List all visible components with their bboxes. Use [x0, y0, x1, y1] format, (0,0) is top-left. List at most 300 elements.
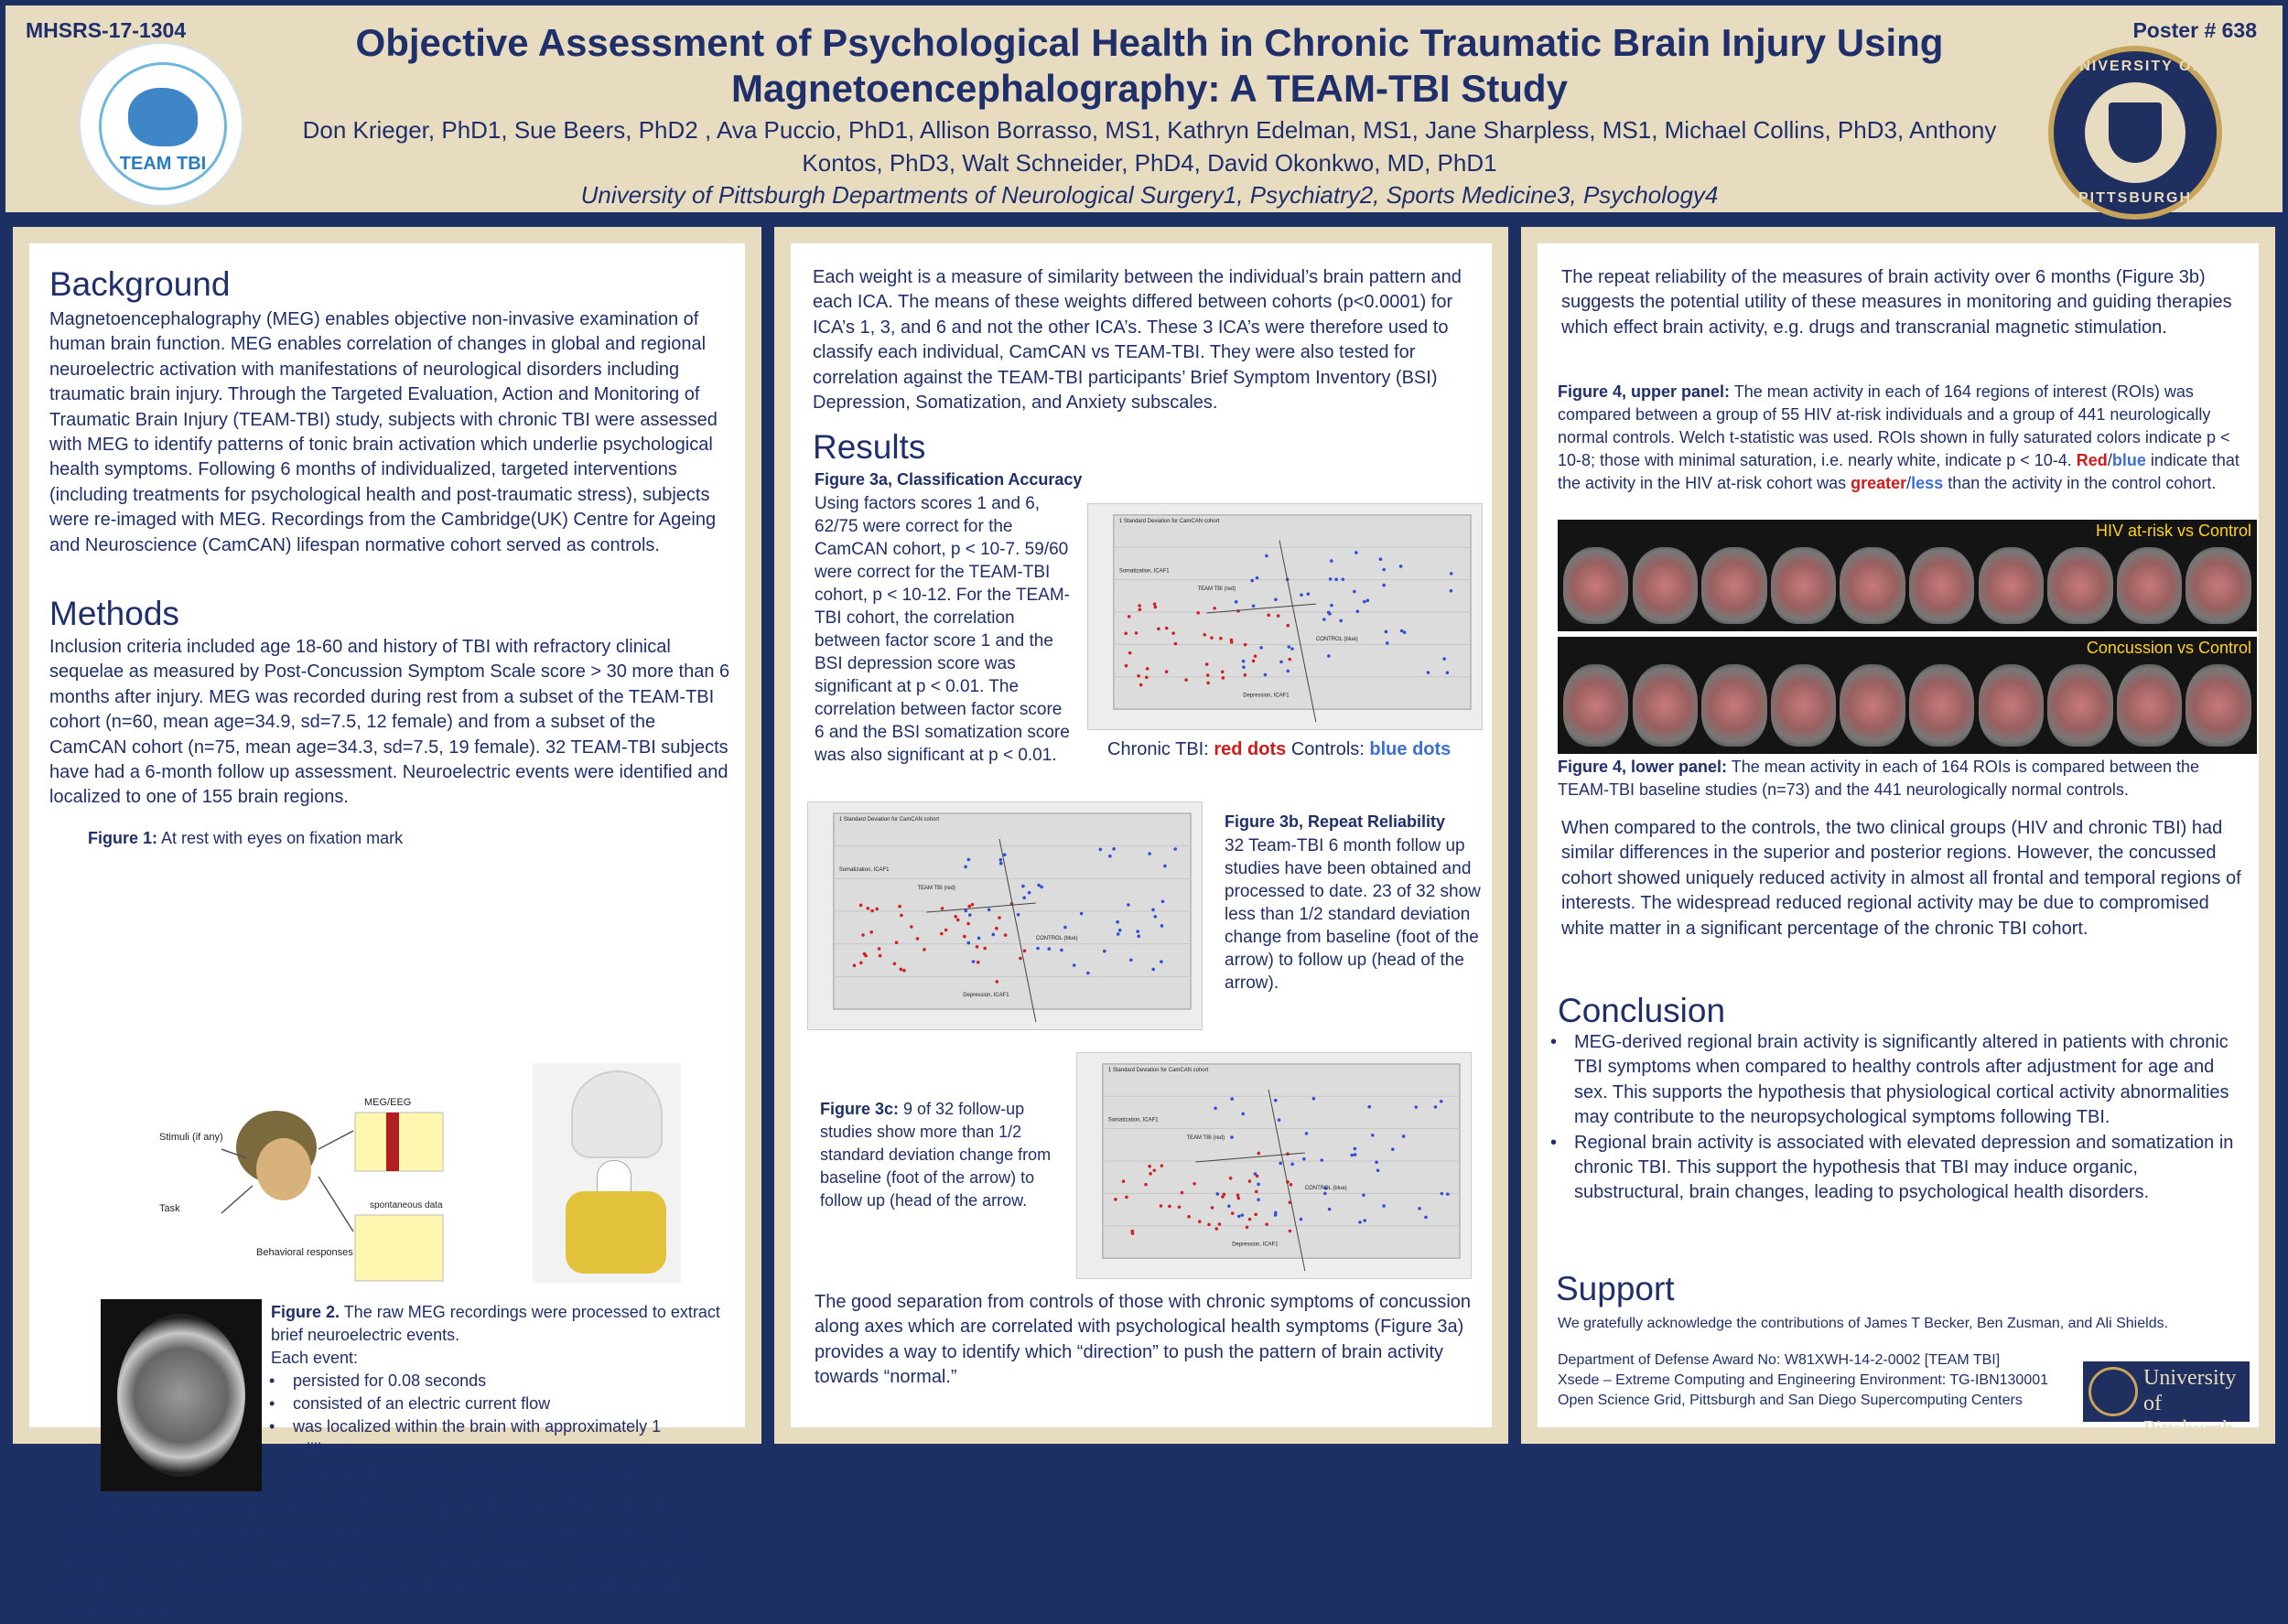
less-word: less [1911, 474, 1944, 492]
control-point [1362, 1193, 1365, 1197]
tbi-point [867, 907, 870, 910]
tbi-point [996, 980, 999, 984]
tbi-point [900, 968, 903, 972]
red-word: Red [2076, 451, 2108, 469]
control-point [1367, 1105, 1371, 1109]
figure-4-lower-text: The mean activity in each of 164 ROIs is compared between the TEAM-TBI baseline studies (n=73) and the 441 neurologically normal controls. [1558, 758, 2199, 799]
control-point [1323, 1192, 1327, 1196]
figure-2-caption-text: The raw MEG recordings were processed to extract brief neuroelectric events. [271, 1303, 720, 1344]
control-point [1047, 947, 1051, 951]
tbi-point [1255, 1190, 1258, 1194]
control-point [1137, 934, 1140, 938]
control-point [1334, 578, 1338, 582]
brain-slice [1563, 547, 1628, 624]
affiliation: University of Pittsburgh Departments of Neurological Surgery1, Psychiatry2, Sports Medicine3, Psychology4 [580, 181, 1719, 209]
abstract-id: MHSRS-17-1304 [26, 18, 187, 42]
control-point [1427, 671, 1430, 674]
title-line-2: Magnetoencephalography: A TEAM-TBI Study [731, 67, 1568, 110]
control-point [1017, 913, 1020, 917]
column-1 [13, 227, 761, 1621]
control-point [1363, 600, 1366, 604]
tbi-point [1248, 1218, 1252, 1221]
tbi-point [1221, 671, 1225, 674]
control-point [1290, 647, 1294, 651]
figure-3a-title: Figure 3a, Classification Accuracy [815, 470, 1083, 489]
figure-4-lower-label: Figure 4, lower panel: [1558, 758, 1728, 776]
authors-line-2: Kontos, PhD3, Walt Schneider, PhD4, David Okonkwo, MD, PhD1 [802, 149, 1497, 177]
tbi-point [1153, 602, 1157, 606]
repeat-reliability-text: The repeat reliability of the measures of brain activity over 6 months (Figure 3b) suggests the potential utility of these measures in monitoring and guiding therapies which effect brain activity, e.g. drugs and transcranial magnetic stimulation. [1561, 267, 2232, 338]
control-point [965, 909, 968, 913]
tbi-point [898, 905, 901, 909]
poster-header [5, 5, 2283, 212]
control-point [1153, 915, 1157, 919]
figure-3c-label: Figure 3c: [820, 1100, 900, 1118]
plot-annotation: Depression, ICAF1 [963, 992, 1009, 999]
slash-2: / [1906, 474, 1912, 492]
tbi-point [963, 935, 966, 939]
tbi-point [966, 922, 970, 926]
brain-slice [1701, 664, 1766, 747]
control-point [1371, 1134, 1375, 1137]
figure-3a-svg [1088, 504, 1482, 729]
control-point [1434, 1105, 1438, 1109]
control-point [1385, 630, 1388, 634]
tbi-point [1256, 1175, 1259, 1178]
figure-2-bullet: • was accepted using a statistical test with p < 10 -12 [265, 1484, 723, 1507]
tbi-point [983, 947, 987, 951]
column-1-panel [29, 243, 745, 1621]
plot-annotation: TEAM TBI (red) [1197, 586, 1236, 593]
hiv-panel-label: HIV at-risk vs Control [2095, 522, 2251, 540]
control-point [1021, 885, 1025, 888]
control-point [1354, 1147, 1357, 1151]
tbi-point [1178, 1205, 1182, 1209]
control-point [1163, 865, 1167, 868]
control-point [1003, 853, 1007, 856]
control-point [1241, 1113, 1245, 1116]
control-point [1353, 590, 1356, 594]
tbi-point [1236, 1197, 1240, 1200]
column-2 [774, 227, 1508, 1444]
award-2: Xsede – Extreme Computing and Engineering Environment: TG-IBN130001 [1558, 1372, 2049, 1388]
control-point [1300, 1218, 1303, 1221]
control-point [1358, 1221, 1362, 1224]
control-point [1274, 1213, 1278, 1217]
control-point [1259, 646, 1263, 650]
tbi-point [1288, 658, 1291, 661]
control-point [1136, 930, 1139, 933]
control-point [1418, 1207, 1421, 1210]
tbi-point [1160, 1204, 1163, 1208]
control-point [1382, 584, 1386, 587]
tbi-point [878, 947, 881, 951]
tbi-point [861, 933, 865, 937]
control-point [1441, 1192, 1444, 1196]
hiv-vs-control-panel [1558, 520, 2257, 631]
diagram-behavior: Behavioral responses [256, 1247, 353, 1258]
normative-text: Normative patterns of neuroelectric activation were identified in the CamCAN cohort using independent components analysis (ICA). Each ICA is a set of 155 activation values, one for each brain region. The weighted sum of an individual’s pattern, also 155 activation values, with one of these ICA’s is a single number, called a weight. [59, 1500, 707, 1621]
tbi-point [1160, 1164, 1164, 1167]
tbi-point [1139, 608, 1142, 611]
control-point [1242, 660, 1246, 663]
tbi-point [1252, 660, 1256, 663]
pitt-logo-line-2: Pittsburgh [2143, 1417, 2234, 1441]
award-1: Department of Defense Award No: W81XWH-14-2-0002 [TEAM TBI] [1558, 1352, 2001, 1368]
tbi-point [1207, 1223, 1211, 1227]
control-point [1037, 884, 1041, 887]
control-point [1173, 847, 1177, 851]
tbi-point [1229, 1177, 1233, 1180]
figure-3c-caption [820, 1098, 1060, 1212]
brain-slice [1840, 547, 1905, 624]
tbi-point [1138, 604, 1141, 608]
control-point [1322, 618, 1326, 621]
tbi-point [1198, 1220, 1202, 1223]
tbi-point [956, 919, 960, 922]
control-point [1402, 1135, 1406, 1138]
control-point [1350, 1154, 1354, 1157]
control-point [999, 862, 1003, 866]
control-point [1116, 920, 1119, 924]
figure-4-upper-caption [1558, 381, 2253, 495]
tbi-point [859, 904, 863, 908]
control-point [988, 909, 991, 912]
control-point [1112, 847, 1116, 851]
legend-blue-dots: blue dots [1369, 739, 1452, 759]
tbi-point [1114, 1198, 1117, 1201]
tbi-point [1219, 637, 1223, 640]
brain-icon [128, 88, 198, 146]
title-line-1: Objective Assessment of Psychological Health in Chronic Traumatic Brain Injury Using [355, 21, 1944, 64]
tbi-point [1149, 1172, 1152, 1176]
tbi-point [1206, 673, 1210, 677]
figure-4-lower-caption [1558, 756, 2253, 801]
brain-slice [1633, 547, 1698, 624]
control-point [972, 960, 976, 963]
tbi-point [1122, 1179, 1126, 1183]
tbi-point [1254, 1213, 1257, 1217]
control-point [1040, 886, 1043, 889]
tbi-point [941, 907, 944, 910]
tbi-point [1230, 640, 1234, 644]
tbi-point [1267, 614, 1270, 618]
tbi-point [1221, 1195, 1225, 1199]
tbi-point [1131, 1231, 1135, 1235]
control-point [1446, 1192, 1450, 1196]
control-point [1306, 592, 1310, 596]
column-3-panel [1538, 243, 2259, 1441]
control-point [1403, 630, 1407, 634]
tbi-point [1210, 636, 1214, 640]
background-heading: Background [49, 265, 231, 303]
control-point [1375, 1161, 1378, 1165]
pitt-footer-logo [2083, 1361, 2250, 1441]
tbi-point [1254, 654, 1257, 658]
control-point [1265, 554, 1268, 558]
control-point [1376, 1168, 1380, 1172]
tbi-point [923, 948, 926, 952]
tbi-point [1135, 631, 1139, 635]
tbi-point [859, 962, 863, 965]
control-point [1305, 1132, 1309, 1135]
plot-annotation: CONTROL (blue) [1304, 1185, 1347, 1191]
methods-heading: Methods [49, 595, 179, 632]
poster-title [280, 20, 2019, 112]
plot-annotation: Somatization, ICAF1 [1118, 568, 1170, 575]
tbi-point [977, 961, 980, 964]
figure-4-upper-text-3: than the activity in the control cohort. [1943, 474, 2217, 492]
figure-3b-text: 32 Team-TBI 6 month follow up studies have been obtained and processed to date. 23 of 32 show less than 1/2 standard deviation change from baseline (foot of the arrow) to follow up (head of the arrow). [1225, 836, 1481, 993]
brain-slice [1979, 547, 2044, 624]
figure-2-bullet: • was localized within the brain with approximately 1 millimeter accuracy [265, 1415, 723, 1461]
control-point [1328, 1208, 1332, 1211]
tbi-point [954, 915, 957, 919]
figure-2-each: Each event: [271, 1349, 359, 1367]
tbi-point [1139, 683, 1143, 687]
plot-annotation: CONTROL (blue) [1315, 636, 1358, 642]
tbi-point [995, 927, 998, 930]
figure-2-label: Figure 2. [271, 1303, 340, 1321]
tbi-point [1222, 676, 1225, 680]
tbi-point [1218, 1222, 1222, 1226]
seal-text-top: UNIVERSITY OF [2067, 59, 2204, 74]
tbi-point [1004, 933, 1008, 937]
tbi-point [853, 964, 857, 968]
background-text: Magnetoencephalography (MEG) enables objective non-invasive examination of human brain function. MEG enables correlation of changes in global and regional neuroelectric activation with manifestations of neurological disorders including traumatic brain injury. Through the Targeted Evaluation, Action and Monitoring of Traumatic Brain Injury (TEAM-TBI) study, subjects with chronic TBI were assessed with MEG to identify patterns of tonic brain activation which underlie psychological health symptoms. Following 6 months of individualized, targeted interventions (including treatments for psychological health and post-traumatic stress), subjects were re-imaged with MEG. Recordings from the Cambridge(UK) Centre for Ageing and Neuroscience (CamCAN) lifespan normative cohort served as controls. [49, 309, 718, 555]
control-point [1342, 577, 1345, 581]
brain-slice [2117, 664, 2182, 747]
control-point [1129, 959, 1133, 963]
figure-1-caption-text: At rest with eyes on fixation mark [157, 829, 404, 847]
control-point [1382, 568, 1386, 572]
control-point [1073, 963, 1076, 967]
plot-annotation: Depression, ICAF1 [1243, 693, 1290, 699]
tbi-point [998, 916, 1001, 920]
figure-3c-plot [1076, 1052, 1472, 1279]
figure-2-bullet: • persisted for 0.08 seconds [265, 1370, 723, 1393]
control-point [1230, 1135, 1234, 1139]
tbi-point [895, 941, 899, 944]
tbi-point [967, 905, 971, 909]
tbi-point [1246, 1226, 1249, 1230]
conclusion-bullet: • Regional brain activity is associated with elevated depression and somatization in chronic TBI. This support the hypothesis that TBI may induce organic, substructural, brain changes, leading to psychological health disorders. [1547, 1131, 2251, 1206]
control-point [1286, 670, 1290, 673]
brain-slice [2047, 547, 2112, 624]
control-point [1274, 1099, 1278, 1102]
tbi-point [1137, 674, 1140, 678]
control-point [999, 858, 1003, 862]
control-point [967, 858, 971, 862]
brain-slice [1909, 664, 1974, 747]
control-point [1366, 599, 1370, 603]
control-point [1161, 900, 1165, 904]
control-point [1230, 1097, 1234, 1101]
figure-3b-plot [807, 801, 1203, 1030]
tbi-point [900, 914, 903, 918]
tbi-point [1196, 611, 1200, 615]
legend-controls: Controls: [1290, 739, 1370, 759]
pitt-logo-text [2143, 1365, 2250, 1442]
tbi-point [1146, 667, 1149, 671]
concussion-panel-label: Concussion vs Control [2086, 639, 2251, 657]
control-point [1446, 672, 1450, 675]
control-point [1327, 654, 1331, 658]
tbi-point [893, 963, 897, 966]
meg-brain-scan-image [101, 1299, 262, 1491]
tbi-point [1165, 670, 1169, 673]
figure-1-label: Figure 1: [88, 829, 158, 847]
methods-text: Inclusion criteria included age 18-60 and history of TBI with refractory clinical sequelae as measured by Post-Concussion Symptom Scale score > 30 more than 6 months after injury. MEG was recorded during rest from a subset of the TEAM-TBI cohort (n=60, mean age=34.9, sd=7.5, 12 female) and from a subset of the CamCAN cohort (n=75, mean age=34.3, sd=7.5, 19 female). 32 TEAM-TBI subjects have had a 6-month follow up assessment. Neuroelectric events were identified and localized to one of 155 brain regions. [49, 637, 730, 808]
control-point [1424, 1216, 1428, 1220]
conclusion-bullet: • MEG-derived regional brain activity is significantly altered in patients with chronic TBI symptoms when compared to healthy controls after adjustment for age and sex. This supports the hypothesis that physiological cortical activity abnormalities may contribute to the neuropsychological symptoms following TBI. [1547, 1030, 2251, 1131]
control-point [1440, 1100, 1443, 1103]
control-point [1330, 559, 1333, 563]
tbi-point [879, 954, 882, 958]
control-point [1442, 657, 1446, 661]
figure-2-caption [271, 1301, 728, 1347]
tbi-point [1148, 1165, 1151, 1168]
figure-3c-svg [1077, 1053, 1471, 1278]
control-point [964, 866, 967, 869]
tbi-point [1153, 1168, 1157, 1172]
tbi-point [1165, 627, 1169, 630]
control-point [1060, 949, 1063, 952]
control-point [1330, 604, 1333, 608]
conclusion-heading: Conclusion [1558, 992, 1726, 1029]
shield-icon [2109, 102, 2162, 163]
control-point [1257, 1199, 1260, 1202]
meg-scanner-photo [533, 1063, 681, 1283]
tbi-point [1205, 662, 1209, 666]
tbi-point [1286, 624, 1290, 628]
control-point [1354, 1153, 1357, 1156]
control-point [1240, 1213, 1244, 1217]
plot-annotation: 1 Standard Deviation for CamCAN cohort [1107, 1067, 1209, 1073]
comparison-text: When compared to the controls, the two clinical groups (HIV and chronic TBI) had similar differences in the superior and posterior regions. However, the concussed cohort showed uniquely reduced activity in almost all frontal and temporal regions of interests. The widespread reduced regional activity may be due to compromised white matter in a significant percentage of the chronic TBI cohort. [1561, 818, 2241, 939]
slash: / [2107, 451, 2112, 469]
brain-slice [1633, 664, 1698, 747]
tbi-point [1171, 631, 1175, 635]
concussion-brain-slices [1563, 664, 2251, 747]
ica-intro-text: Each weight is a measure of similarity between the individual’s brain pattern and each ICA. The means of these weights differed between cohorts (p<0.0001) for ICA’s 1, 3, and 6 and not the other ICA’s. These 3 ICA’s were therefore used to classify each individual, CamCAN vs TEAM-TBI. They were also tested for correlation against the TEAM-TBI participants’ Brief Symptom Inventory (BSI) Depression, Somatization, and Anxiety subscales. [813, 267, 1462, 414]
tbi-point [944, 929, 948, 932]
seal-text-bottom: PITTSBURGH [2078, 190, 2192, 206]
control-point [1250, 579, 1254, 583]
figure-3b-title: Figure 3b, Repeat Reliability [1225, 812, 1446, 831]
column-2-panel [791, 243, 1492, 1427]
brain-slice [1909, 547, 1974, 624]
figure-2-bullet: • retained all frequency content from 10 to 250 Hz. [265, 1461, 723, 1484]
seal-inner [2085, 82, 2185, 183]
tbi-point [1128, 615, 1131, 618]
control-point [1235, 600, 1238, 604]
control-point [1252, 605, 1256, 608]
tbi-point [910, 925, 913, 929]
control-point [1036, 947, 1040, 951]
figure-2-bullets [265, 1370, 723, 1507]
control-point [1274, 597, 1278, 601]
tbi-point [1187, 1215, 1191, 1219]
hiv-brain-slices [1563, 547, 2251, 624]
tbi-point [1144, 1183, 1148, 1187]
tbi-point [1181, 1191, 1184, 1195]
legend-chronic: Chronic TBI: [1107, 739, 1214, 759]
plot-annotation: CONTROL (blue) [1035, 935, 1078, 942]
tbi-point [1248, 1179, 1252, 1183]
control-point [1214, 1107, 1217, 1111]
tbi-point [1290, 1183, 1293, 1187]
author-list [280, 113, 2019, 179]
diagram-spontaneous: spontaneous data [370, 1200, 443, 1210]
control-point [1160, 960, 1163, 963]
tbi-point [916, 937, 920, 941]
tbi-point [1125, 664, 1128, 668]
figure-3c-text: 9 of 32 follow-up studies show more than 1/2 standard deviation change from baseline (foot of the arrow) to follow up (head of the arrow. [820, 1100, 1052, 1210]
support-heading: Support [1556, 1270, 1675, 1307]
tbi-point [1157, 628, 1160, 631]
control-point [1399, 565, 1403, 568]
control-point [1414, 1105, 1418, 1109]
control-point [1363, 1219, 1366, 1222]
legend-red-dots: red dots [1214, 739, 1287, 759]
results-heading: Results [813, 428, 926, 466]
control-point [1320, 1158, 1323, 1162]
figure-4-upper-label: Figure 4, upper panel: [1558, 382, 1731, 401]
meg-chair [566, 1191, 666, 1274]
control-point [1215, 1192, 1219, 1196]
tbi-point [1231, 1211, 1235, 1215]
control-point [1063, 926, 1067, 930]
control-point [1227, 1204, 1231, 1208]
plot-annotation: 1 Standard Deviation for CamCAN cohort [1118, 518, 1220, 524]
brain-slice [1771, 547, 1836, 624]
control-point [1379, 557, 1383, 561]
figure-3a-text: Using factors scores 1 and 6, 62/75 were correct for the CamCAN cohort, p < 10-7. 59/60 were correct for the TEAM-TBI cohort, p < 10-12. For the TEAM-TBI cohort, the correlation between factor score 1 and the BSI depression score was significant at p < 0.01. The correlation between factor score 6 and the BSI somatization score was also significant at p < 0.01. [815, 494, 1070, 765]
figure-1-caption [88, 827, 500, 850]
figure-2-bullet: • consisted of an electric current flow [265, 1393, 723, 1415]
control-point [1148, 852, 1151, 855]
award-3: Open Science Grid, Pittsburgh and San Diego Supercomputing Centers [1558, 1393, 2023, 1408]
control-point [1237, 1215, 1241, 1219]
diagram-stimuli: Stimuli (if any) [159, 1132, 223, 1143]
brain-scan [117, 1314, 245, 1477]
control-point [1329, 577, 1333, 581]
diagram-megeeg: MEG/EEG [364, 1097, 412, 1108]
tbi-point [1289, 1230, 1292, 1233]
control-point [1151, 968, 1155, 972]
plot-annotation: 1 Standard Deviation for CamCAN cohort [838, 816, 940, 823]
tbi-point [976, 945, 979, 949]
brain-slice [2047, 664, 2112, 747]
tbi-point [1168, 1205, 1171, 1209]
control-point [1028, 891, 1031, 895]
separation-text: The good separation from controls of those with chronic symptoms of concussion along axes which are correlated with psychological health symptoms (Figure 3a) provides a way to identify which “direction” to push the pattern of brain activity towards “normal.” [815, 1292, 1472, 1388]
plot-annotation: TEAM TBI (red) [917, 885, 956, 892]
blue-word: blue [2111, 451, 2146, 469]
tbi-point [1213, 607, 1216, 610]
concussion-vs-control-panel [1558, 637, 2257, 754]
pitt-seal-logo [2048, 46, 2222, 220]
control-point [1242, 665, 1246, 669]
control-point [1327, 611, 1331, 615]
tbi-point [1019, 957, 1022, 961]
control-point [1118, 929, 1122, 932]
tbi-point [1244, 643, 1247, 647]
tbi-point [1023, 949, 1027, 952]
control-point [1117, 932, 1120, 936]
control-point [1127, 903, 1130, 907]
